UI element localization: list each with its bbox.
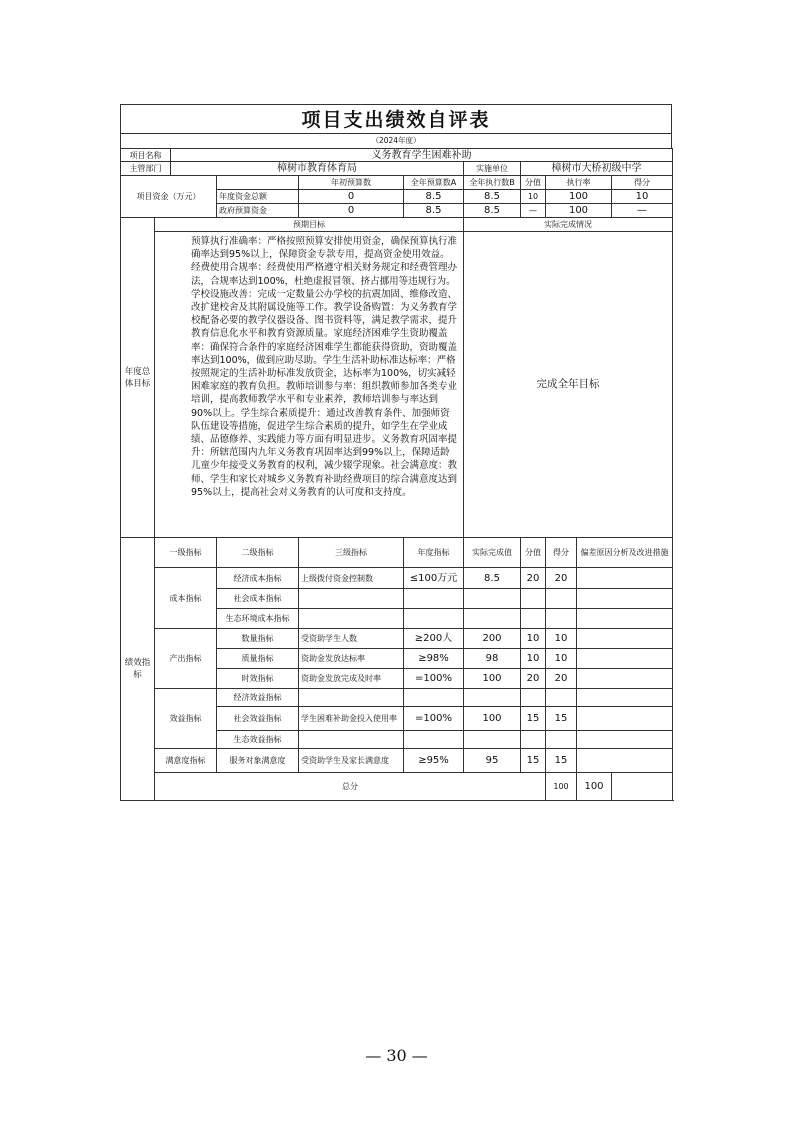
- funds-budget: 8.5: [404, 190, 464, 204]
- ind-header-level1: 一级指标: [155, 538, 217, 568]
- ind-score: [546, 589, 577, 609]
- ind-reason: [577, 749, 673, 773]
- funds-rate: 100: [546, 190, 612, 204]
- ind-level3: 上级拨付资金控制数: [299, 568, 404, 589]
- ind-header-value: 分值: [521, 538, 546, 568]
- ind-level3: 资助金发放完成及时率: [299, 669, 404, 689]
- ind-target: ≥200人: [404, 629, 464, 649]
- unit-label: 实施单位: [464, 162, 521, 176]
- ind-actual: [464, 589, 521, 609]
- funds-header-executed: 全年执行数B: [464, 176, 521, 190]
- ind-reason: [577, 609, 673, 629]
- ind-header-reason: 偏差原因分析及改进措施: [577, 538, 673, 568]
- ind-header-target: 年度指标: [404, 538, 464, 568]
- dept-label: 主管部门: [121, 162, 171, 176]
- ind-reason: [577, 629, 673, 649]
- ind-value: 10: [521, 649, 546, 669]
- ind-value: [521, 609, 546, 629]
- ind-score: [546, 731, 577, 749]
- expected-goal-header: 预期目标: [155, 218, 464, 232]
- funds-executed: 8.5: [464, 204, 521, 218]
- ind-level2: 经济成本指标: [217, 568, 299, 589]
- evaluation-table: [120, 148, 673, 801]
- ind-score: 20: [546, 568, 577, 589]
- ind-value: [521, 589, 546, 609]
- ind-value: 15: [521, 707, 546, 731]
- ind-target: [404, 589, 464, 609]
- ind-actual: 200: [464, 629, 521, 649]
- ind-target: =100%: [404, 669, 464, 689]
- ind-score: 15: [546, 707, 577, 731]
- ind-target: ≥98%: [404, 649, 464, 669]
- ind-header-score: 得分: [546, 538, 577, 568]
- ind-header-level2: 二级指标: [217, 538, 299, 568]
- ind-level2: 时效指标: [217, 669, 299, 689]
- funds-score: 10: [612, 190, 673, 204]
- funds-executed: 8.5: [464, 190, 521, 204]
- ind-level2: 数量指标: [217, 629, 299, 649]
- ind-reason: [577, 689, 673, 707]
- ind-score: 20: [546, 669, 577, 689]
- ind-actual: 100: [464, 669, 521, 689]
- funds-header-score-value: 分值: [521, 176, 546, 190]
- ind-level2: 生态效益指标: [217, 731, 299, 749]
- funds-initial: 0: [299, 204, 404, 218]
- ind-level2: 质量指标: [217, 649, 299, 669]
- ind-value: [521, 731, 546, 749]
- ind-reason: [577, 669, 673, 689]
- ind-target: ≤100万元: [404, 568, 464, 589]
- ind-level2: 社会效益指标: [217, 707, 299, 731]
- ind-level3: 受资助学生及家长满意度: [299, 749, 404, 773]
- ind-value: 20: [521, 669, 546, 689]
- ind-level3: [299, 609, 404, 629]
- funds-initial: 0: [299, 190, 404, 204]
- ind-value: 15: [521, 749, 546, 773]
- ind-level1: 满意度指标: [155, 749, 217, 773]
- ind-reason: [577, 707, 673, 731]
- ind-level2: 服务对象满意度: [217, 749, 299, 773]
- ind-actual: 100: [464, 707, 521, 731]
- ind-target: [404, 731, 464, 749]
- ind-level3: 受资助学生人数: [299, 629, 404, 649]
- funds-header-rate: 执行率: [546, 176, 612, 190]
- actual-goal-text: 完成全年目标: [464, 232, 673, 538]
- ind-score: 10: [546, 649, 577, 669]
- funds-score: —: [612, 204, 673, 218]
- actual-goal-header: 实际完成情况: [464, 218, 673, 232]
- page-number: — 30 —: [365, 1046, 428, 1065]
- dept-value: 樟树市教育体育局: [171, 162, 464, 176]
- funds-score-value: —: [521, 204, 546, 218]
- ind-actual: [464, 689, 521, 707]
- ind-reason: [577, 649, 673, 669]
- ind-actual: [464, 731, 521, 749]
- ind-level2: 社会成本指标: [217, 589, 299, 609]
- ind-level1: 效益指标: [155, 689, 217, 749]
- funds-header-blank: [217, 176, 299, 190]
- funds-rate: 100: [546, 204, 612, 218]
- funds-budget: 8.5: [404, 204, 464, 218]
- ind-score: [546, 609, 577, 629]
- unit-value: 樟树市大桥初级中学: [521, 162, 673, 176]
- ind-target: ≥95%: [404, 749, 464, 773]
- ind-level1: 成本指标: [155, 568, 217, 629]
- evaluation-sheet: [120, 104, 672, 801]
- funds-header-budget: 全年预算数A: [404, 176, 464, 190]
- ind-reason: [577, 731, 673, 749]
- ind-level1: 产出指标: [155, 629, 217, 689]
- ind-level3: [299, 589, 404, 609]
- ind-actual: 8.5: [464, 568, 521, 589]
- funds-label: 项目资金（万元）: [121, 176, 217, 218]
- ind-value: 10: [521, 629, 546, 649]
- goals-label: 年度总体目标: [121, 218, 155, 538]
- ind-value: 20: [521, 568, 546, 589]
- ind-level2: 生态环境成本指标: [217, 609, 299, 629]
- ind-level3: [299, 689, 404, 707]
- ind-header-level3: 三级指标: [299, 538, 404, 568]
- project-name-label: 项目名称: [121, 149, 171, 162]
- ind-score: [546, 689, 577, 707]
- ind-header-actual: 实际完成值: [464, 538, 521, 568]
- ind-level3: [299, 731, 404, 749]
- ind-actual: 95: [464, 749, 521, 773]
- ind-level2: 经济效益指标: [217, 689, 299, 707]
- ind-score: 10: [546, 629, 577, 649]
- ind-value: [521, 689, 546, 707]
- expected-goal-text: 预算执行准确率：严格按照预算安排使用资金，确保预算执行准确率达到95%以上，保障资金专款专用，提高资金使用效益。经费使用合规率：经费使用严格遵守相关财务规定和经费管理办法，合规率达到100%，杜绝虚报冒领、挤占挪用等违规行为。学校设施改善：完成一定数量公办学校的抗震加固、维修改造、改扩建校舍及其附属设施等工作。教学设备购置：为义务教育学校配备必要的教学仪器设备、图书资料等，满足教学需求，提升教育信息化水平和教育资源质量。家庭经济困难学生资助覆盖率：确保符合条件的家庭经济困难学生都能获得资助，资助覆盖率达到100%，做到应助尽助。学生生活补助标准达标率：严格按照规定的生活补助标准发放资金，达标率为100%，切实减轻困难家庭的教育负担。教师培训参与率：组织教师参加各类专业培训，提高教师教学水平和专业素养，教师培训参与率达到90%以上。学生综合素质提升：通过改善教育条件、加强师资队伍建设等措施，促进学生综合素质的提升，如学生在学业成绩、品德修养、实践能力等方面有明显进步。义务教育巩固率提升：所辖范围内九年义务教育巩固率达到99%以上，保障适龄儿童少年接受义务教育的权利，减少辍学现象。社会满意度：教师、学生和家长对城乡义务教育补助经费项目的综合满意度达到95%以上，提高社会对义务教育的认可度和支持度。: [155, 232, 464, 538]
- funds-header-initial: 年初预算数: [299, 176, 404, 190]
- project-name: 义务教育学生困难补助: [171, 149, 673, 162]
- total-value: 100: [546, 773, 577, 801]
- ind-target: =100%: [404, 707, 464, 731]
- ind-reason: [577, 568, 673, 589]
- ind-score: 15: [546, 749, 577, 773]
- ind-actual: [464, 609, 521, 629]
- ind-level3: 学生困难补助金投入使用率: [299, 707, 404, 731]
- indicators-label: 绩效指标: [121, 538, 155, 801]
- funds-score-value: 10: [521, 190, 546, 204]
- funds-header-score: 得分: [612, 176, 673, 190]
- year-label: （2024年度）: [120, 133, 672, 148]
- ind-reason: [577, 589, 673, 609]
- funds-row-name: 政府预算资金: [217, 204, 299, 218]
- total-label: 总分: [155, 773, 546, 801]
- total-blank: [612, 773, 673, 801]
- funds-row-name: 年度资金总额: [217, 190, 299, 204]
- ind-level3: 资助金发放达标率: [299, 649, 404, 669]
- ind-target: [404, 609, 464, 629]
- total-score: 100: [577, 773, 612, 801]
- ind-actual: 98: [464, 649, 521, 669]
- ind-target: [404, 689, 464, 707]
- page-title: 项目支出绩效自评表: [120, 104, 672, 133]
